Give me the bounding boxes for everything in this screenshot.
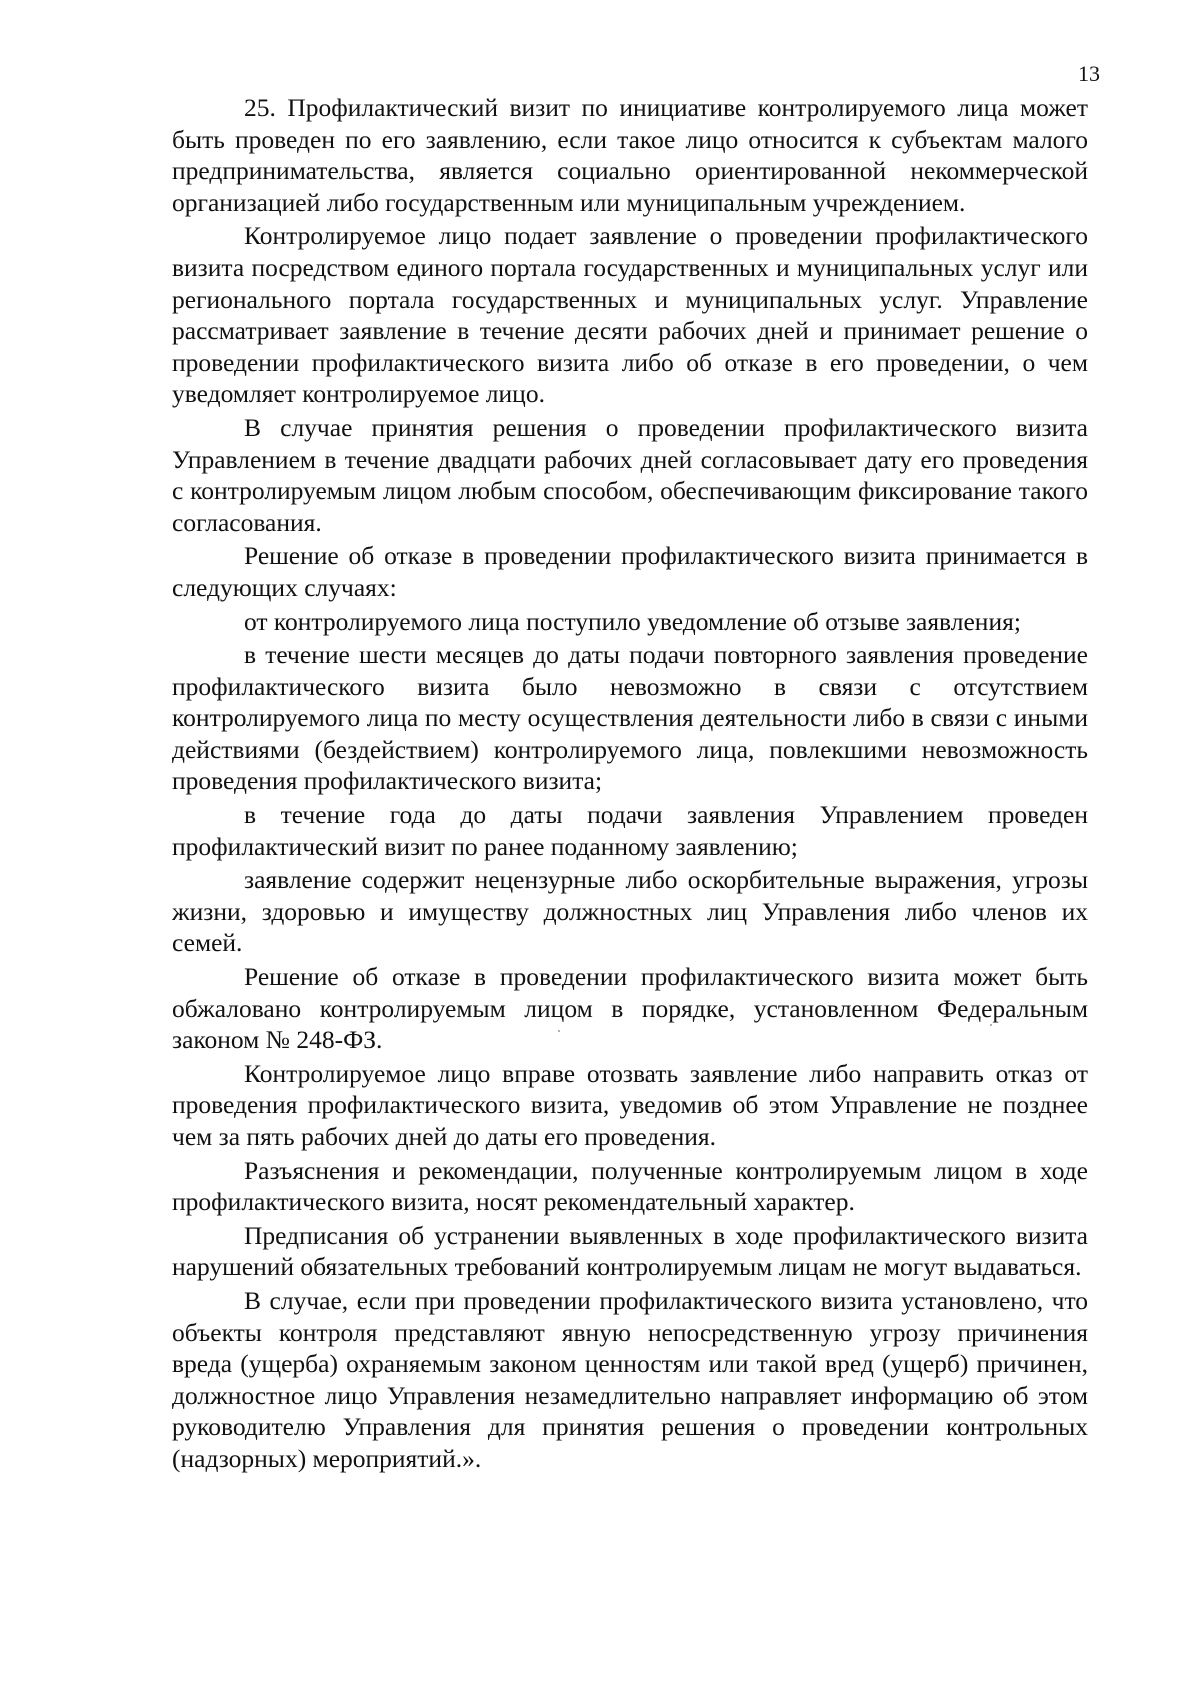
- refusal-case-withdrawal: от контролируемого лица поступило уведомление об отзыве заявления;: [244, 606, 1021, 636]
- refusal-case-six-months: в течение шести месяцев до даты подачи повторного заявления проведение профилактического визита было невозможно в связи с отсутствием контролируемого лица по месту осуществления деятельности либо в связи с иными действиями (бездействием) контролируемого лица, повлекшими невозможность проведения профилактического визита;: [172, 640, 1088, 796]
- refusal-case-obscene-content: заявление содержит нецензурные либо оскорбительные выражения, угрозы жизни, здоровью и имуществу должностных лиц Управления либо членов их семей.: [172, 865, 1088, 958]
- paragraph-recommendations: Разъяснения и рекомендации, полученные контролируемым лицом в ходе профилактического визита, носят рекомендательный характер.: [172, 1155, 1088, 1217]
- paragraph-application-submission: Контролируемое лицо подает заявление о проведении профилактического визита посредством единого портала государственных и муниципальных услуг или регионального портала государственных и муниципальных услуг. Управление рассматривает заявление в течение десяти рабочих дней и принимает решение о проведении профилактического визита либо об отказе в его проведении, о чем уведомляет контролируемое лицо.: [172, 221, 1088, 409]
- scan-speck: [558, 1030, 560, 1032]
- paragraph-date-agreement: В случае принятия решения о проведении профилактического визита Управлением в течение двадцати рабочих дней согласовывает дату его проведения с контролируемым лицом любым способом, обеспечивающим фиксирование такого согласования.: [172, 412, 1088, 537]
- paragraph-appeal: Решение об отказе в проведении профилактического визита может быть обжаловано контролируемым лицом в порядке, установленном Федеральным законом № 248-ФЗ.: [172, 962, 1088, 1055]
- paragraph-threat-of-harm: В случае, если при проведении профилактического визита установлено, что объекты контроля представляют явную непосредственную угрозу причинения вреда (ущерба) охраняемым законом ценностям или такой вред (ущерб) причинен, должностное лицо Управления незамедлительно направляет информацию об этом руководителю Управления для принятия решения о проведении контрольных (надзорных) мероприятий.».: [172, 1285, 1088, 1473]
- paragraph-withdraw-right: Контролируемое лицо вправе отозвать заявление либо направить отказ от проведения профилактического визита, уведомив об этом Управление не позднее чем за пять рабочих дней до даты его проведения.: [172, 1058, 1088, 1151]
- paragraph-refusal-cases: Решение об отказе в проведении профилактического визита принимается в следующих случаях:: [172, 541, 1088, 602]
- paragraph-25-intro: 25. Профилактический визит по инициативе контролируемого лица может быть проведен по его заявлению, если такое лицо относится к субъектам малого предпринимательства, является социально ориентированной некоммерческой организацией либо государственным или муниципальным учреждением.: [172, 93, 1088, 217]
- page-number: 13: [1078, 61, 1100, 86]
- scan-speck: [990, 1024, 992, 1026]
- paragraph-no-orders: Предписания об устранении выявленных в ходе профилактического визита нарушений обязательных требований контролируемым лицам не могут выдаваться.: [172, 1220, 1088, 1282]
- document-body: [172, 92, 1088, 1475]
- refusal-case-within-year: в течение года до даты подачи заявления Управлением проведен профилактический визит по ранее поданному заявлению;: [172, 800, 1088, 861]
